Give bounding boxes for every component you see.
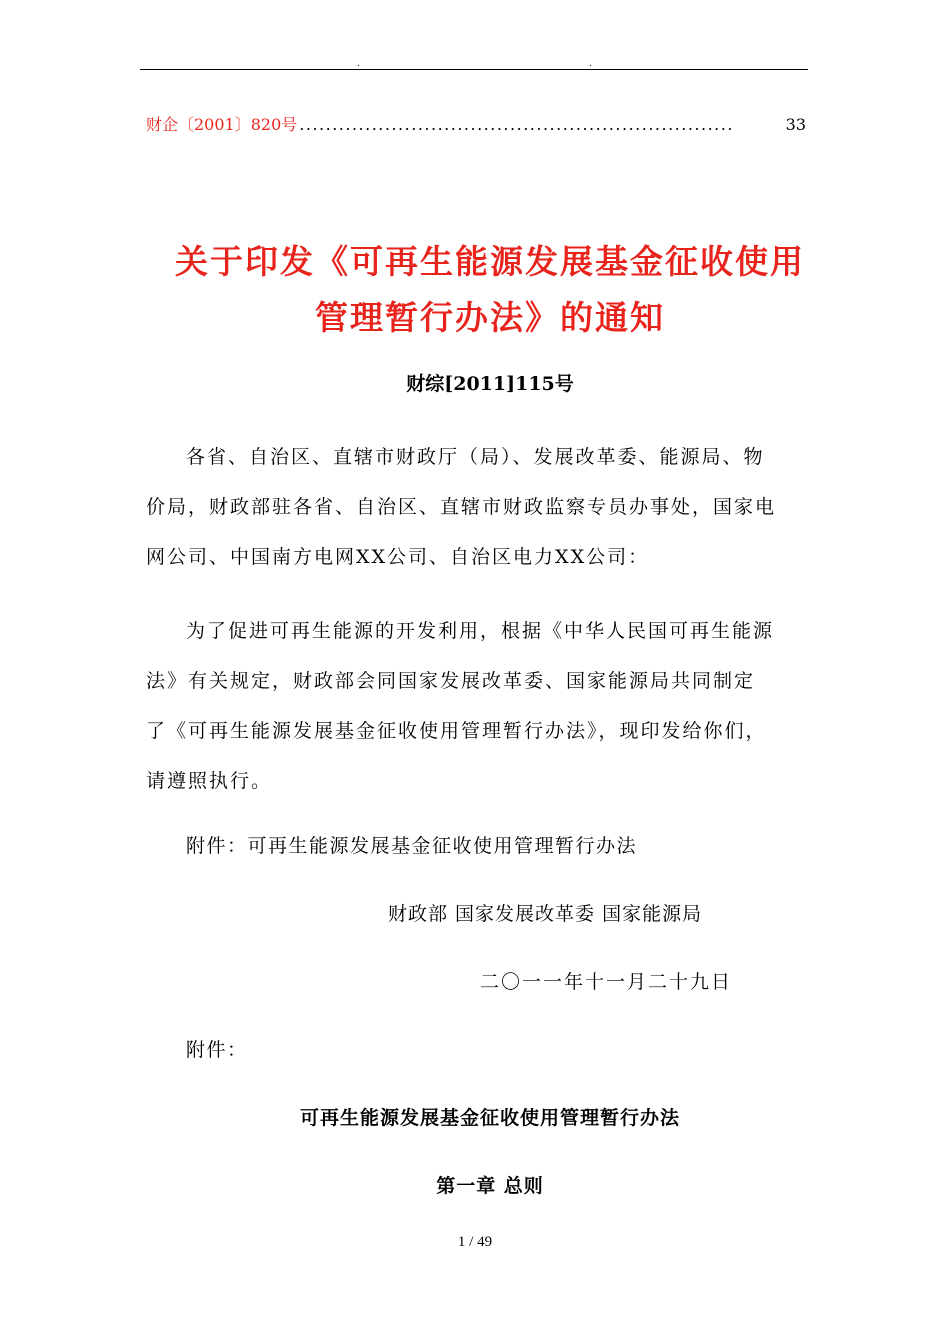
recipients-line-3: 网公司、中国南方电网XX公司、自治区电力XX公司： [146,546,650,568]
header-dot-right: . [589,59,592,69]
chapter-heading: 第一章 总则 [436,1175,544,1197]
body-paragraph [146,606,818,806]
document-title [140,234,840,346]
toc-entry[interactable] [146,114,806,136]
recipients-line-2: 价局，财政部驻各省、自治区、直辖市财政监察专员办事处，国家电 [146,496,777,518]
attachment-title: 可再生能源发展基金征收使用管理暂行办法 [299,1107,680,1129]
document-number: 财综[2011]115号 [406,373,574,395]
body-line-3: 了《可再生能源发展基金征收使用管理暂行办法》，现印发给你们， [146,720,767,742]
recipients-paragraph [146,432,818,582]
page-number: 1 / 49 [457,1234,493,1250]
body-line-1: 为了促进可再生能源的开发利用，根据《中华人民国可再生能源 [186,620,775,642]
body-line-2: 法》有关规定，财政部会同国家发展改革委、国家能源局共同制定 [146,670,756,692]
issuing-authorities: 财政部 国家发展改革委 国家能源局 [388,903,703,925]
issue-date: 二〇一一年十一月二十九日 [480,971,733,993]
toc-entry-label: 财企〔2001〕820号 [146,115,298,134]
document-title-line-1: 关于印发《可再生能源发展基金征收使用 [175,242,805,281]
recipients-line-1: 各省、自治区、直辖市财政厅（局）、发展改革委、能源局、物 [186,446,765,468]
header-rule [140,69,808,70]
toc-entry-leader: .................................................................. [299,115,734,134]
header-dot-left: . [357,59,360,69]
attachment-label: 附件： [186,1039,248,1061]
attachment-reference: 附件：可再生能源发展基金征收使用管理暂行办法 [186,835,638,857]
document-title-line-2: 管理暂行办法》的通知 [315,298,665,337]
toc-entry-page: 33 [785,115,806,134]
body-line-4: 请遵照执行。 [146,770,273,792]
